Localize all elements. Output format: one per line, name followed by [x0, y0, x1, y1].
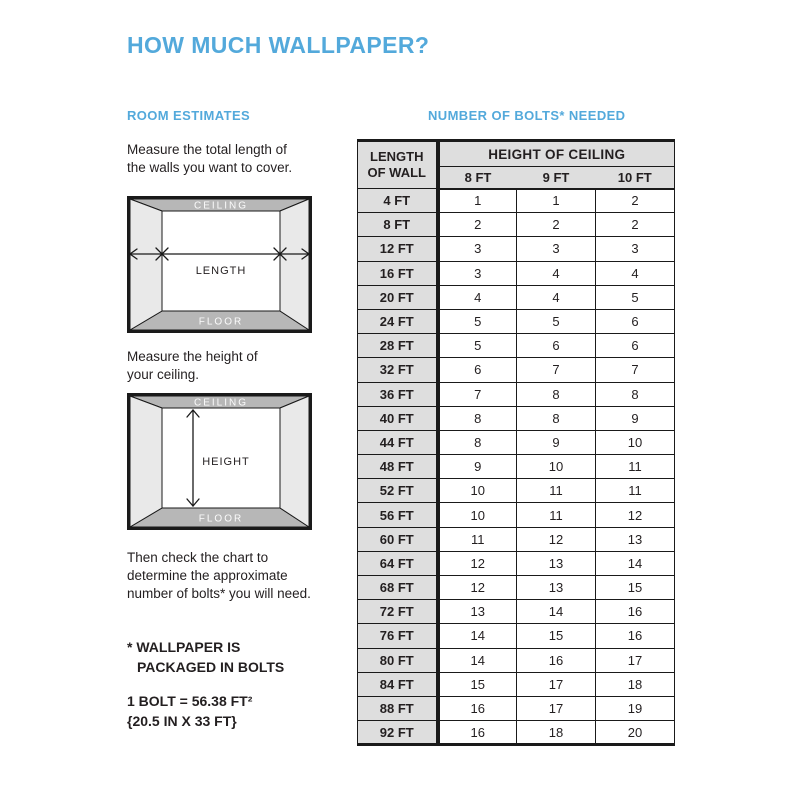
bolt-count-cell: 11 — [596, 479, 675, 503]
page-title: HOW MUCH WALLPAPER? — [127, 32, 430, 58]
table-row — [358, 261, 675, 285]
table-row — [358, 600, 675, 624]
wall-length-cell: 48 FT — [358, 455, 438, 479]
bolt-count-cell: 17 — [517, 696, 596, 720]
wall-length-cell: 12 FT — [358, 237, 438, 261]
bolt-count-cell: 2 — [438, 213, 517, 237]
bolt-count-cell: 4 — [596, 261, 675, 285]
column-header-10ft: 10 FT — [596, 167, 675, 189]
length-of-wall-header-line1: LENGTH — [370, 149, 424, 164]
bolt-count-cell: 8 — [596, 382, 675, 406]
bolt-size-line1: 1 BOLT = 56.38 FT² — [127, 693, 253, 709]
room-length-diagram — [127, 196, 312, 333]
table-row — [358, 527, 675, 551]
bolt-count-cell: 12 — [596, 503, 675, 527]
bolt-count-cell: 12 — [438, 551, 517, 575]
bolt-count-cell: 10 — [438, 503, 517, 527]
bolt-size-info — [127, 691, 252, 731]
step2-instructions — [127, 348, 258, 384]
bolt-count-cell: 8 — [438, 430, 517, 454]
bolt-count-cell: 15 — [438, 672, 517, 696]
table-row — [358, 189, 675, 213]
wall-length-cell: 76 FT — [358, 624, 438, 648]
table-row — [358, 358, 675, 382]
wall-length-cell: 88 FT — [358, 696, 438, 720]
bolt-count-cell: 9 — [596, 406, 675, 430]
table-row — [358, 430, 675, 454]
bolt-count-cell: 4 — [517, 261, 596, 285]
height-dimension-label: HEIGHT — [202, 456, 250, 468]
bolt-count-cell: 8 — [517, 406, 596, 430]
right-wall-surface — [280, 199, 309, 330]
wall-length-cell: 80 FT — [358, 648, 438, 672]
bolt-count-cell: 16 — [596, 600, 675, 624]
wall-length-cell: 68 FT — [358, 576, 438, 600]
ceiling-label: CEILING — [193, 200, 249, 212]
bolt-count-cell: 14 — [517, 600, 596, 624]
wall-length-cell: 60 FT — [358, 527, 438, 551]
bolt-count-cell: 19 — [596, 696, 675, 720]
left-wall-surface — [130, 199, 162, 330]
bolt-count-cell: 18 — [517, 721, 596, 745]
column-header-9ft: 9 FT — [517, 167, 596, 189]
bolt-count-cell: 8 — [517, 382, 596, 406]
table-row — [358, 624, 675, 648]
bolt-count-cell: 10 — [517, 455, 596, 479]
bolt-count-cell: 3 — [438, 237, 517, 261]
bolt-count-cell: 10 — [596, 430, 675, 454]
bolt-count-cell: 7 — [517, 358, 596, 382]
length-of-wall-header — [358, 141, 438, 189]
table-row — [358, 672, 675, 696]
wall-length-cell: 28 FT — [358, 334, 438, 358]
wall-length-cell: 84 FT — [358, 672, 438, 696]
bolt-count-cell: 13 — [438, 600, 517, 624]
room-height-diagram — [127, 393, 312, 530]
footnote-line2: PACKAGED IN BOLTS — [137, 659, 285, 675]
table-row — [358, 213, 675, 237]
bolt-count-cell: 3 — [438, 261, 517, 285]
height-of-ceiling-header: HEIGHT OF CEILING — [438, 141, 675, 167]
bolt-count-cell: 2 — [517, 213, 596, 237]
bolt-count-cell: 12 — [517, 527, 596, 551]
bolt-count-cell: 5 — [517, 309, 596, 333]
bolt-count-cell: 3 — [596, 237, 675, 261]
step1-line2: the walls you want to cover. — [127, 160, 293, 175]
wall-length-cell: 56 FT — [358, 503, 438, 527]
bolt-count-cell: 15 — [517, 624, 596, 648]
wall-length-cell: 32 FT — [358, 358, 438, 382]
bolt-count-cell: 13 — [517, 576, 596, 600]
wall-length-cell: 8 FT — [358, 213, 438, 237]
table-row — [358, 503, 675, 527]
bolt-count-cell: 6 — [596, 334, 675, 358]
floor-label: FLOOR — [198, 513, 244, 525]
length-of-wall-header-line2: OF WALL — [367, 165, 426, 180]
step3-instructions — [127, 549, 311, 603]
footnote-line1: * WALLPAPER IS — [127, 639, 241, 655]
table-row — [358, 551, 675, 575]
table-group-header-row — [358, 141, 675, 167]
bolt-count-cell: 14 — [438, 624, 517, 648]
right-wall-surface — [280, 396, 309, 527]
bolt-count-cell: 3 — [517, 237, 596, 261]
bolt-count-cell: 6 — [438, 358, 517, 382]
table-row — [358, 648, 675, 672]
bolt-count-cell: 15 — [596, 576, 675, 600]
bolt-count-cell: 7 — [596, 358, 675, 382]
floor-label: FLOOR — [198, 316, 244, 328]
bolt-count-cell: 10 — [438, 479, 517, 503]
bolt-count-cell: 11 — [596, 455, 675, 479]
step2-line1: Measure the height of — [127, 349, 258, 364]
bolt-count-cell: 9 — [517, 430, 596, 454]
step2-line2: your ceiling. — [127, 367, 200, 382]
bolt-count-cell: 16 — [517, 648, 596, 672]
bolt-count-cell: 16 — [596, 624, 675, 648]
bolt-count-cell: 1 — [517, 189, 596, 213]
wall-length-cell: 4 FT — [358, 189, 438, 213]
table-row — [358, 285, 675, 309]
step3-line3: number of bolts* you will need. — [127, 586, 311, 601]
bolt-count-cell: 17 — [596, 648, 675, 672]
table-row — [358, 696, 675, 720]
bolt-count-cell: 13 — [517, 551, 596, 575]
bolt-count-cell: 18 — [596, 672, 675, 696]
bolts-needed-heading: NUMBER OF BOLTS* NEEDED — [428, 108, 626, 123]
left-wall-surface — [130, 396, 162, 527]
wall-length-cell: 16 FT — [358, 261, 438, 285]
step3-line1: Then check the chart to — [127, 550, 269, 565]
bolt-count-cell: 1 — [438, 189, 517, 213]
wall-length-cell: 20 FT — [358, 285, 438, 309]
bolt-count-cell: 2 — [596, 189, 675, 213]
bolt-count-cell: 12 — [438, 576, 517, 600]
ceiling-label: CEILING — [193, 397, 249, 409]
bolt-size-line2: {20.5 IN X 33 FT} — [127, 713, 237, 729]
step1-instructions — [127, 141, 292, 177]
bolt-count-cell: 4 — [517, 285, 596, 309]
wall-length-cell: 52 FT — [358, 479, 438, 503]
wall-length-cell: 36 FT — [358, 382, 438, 406]
bolt-count-cell: 5 — [438, 309, 517, 333]
bolt-count-cell: 20 — [596, 721, 675, 745]
wall-length-cell: 92 FT — [358, 721, 438, 745]
table-row — [358, 237, 675, 261]
table-row — [358, 406, 675, 430]
room-estimates-heading: ROOM ESTIMATES — [127, 108, 251, 123]
bolt-count-cell: 6 — [596, 309, 675, 333]
bolt-count-cell: 8 — [438, 406, 517, 430]
bolt-count-cell: 14 — [438, 648, 517, 672]
bolt-count-cell: 17 — [517, 672, 596, 696]
bolt-count-cell: 2 — [596, 213, 675, 237]
bolts-table — [357, 139, 675, 746]
bolt-count-cell: 5 — [596, 285, 675, 309]
bolt-count-cell: 16 — [438, 696, 517, 720]
wall-length-cell: 40 FT — [358, 406, 438, 430]
column-header-8ft: 8 FT — [438, 167, 517, 189]
bolt-count-cell: 16 — [438, 721, 517, 745]
bolt-count-cell: 6 — [517, 334, 596, 358]
bolt-count-cell: 9 — [438, 455, 517, 479]
wallpaper-bolts-footnote — [127, 637, 284, 677]
bolt-count-cell: 14 — [596, 551, 675, 575]
bolt-count-cell: 11 — [517, 503, 596, 527]
wall-length-cell: 44 FT — [358, 430, 438, 454]
table-row — [358, 479, 675, 503]
back-wall-surface — [162, 211, 280, 311]
wall-length-cell: 64 FT — [358, 551, 438, 575]
length-dimension-label: LENGTH — [195, 265, 247, 277]
bolt-count-cell: 4 — [438, 285, 517, 309]
bolt-count-cell: 7 — [438, 382, 517, 406]
wall-length-cell: 24 FT — [358, 309, 438, 333]
table-row — [358, 721, 675, 745]
bolt-count-cell: 13 — [596, 527, 675, 551]
table-row — [358, 382, 675, 406]
table-row — [358, 576, 675, 600]
bolts-table-body — [358, 189, 675, 745]
bolt-count-cell: 5 — [438, 334, 517, 358]
table-row — [358, 309, 675, 333]
step3-line2: determine the approximate — [127, 568, 288, 583]
step1-line1: Measure the total length of — [127, 142, 287, 157]
bolt-count-cell: 11 — [517, 479, 596, 503]
table-row — [358, 455, 675, 479]
table-row — [358, 334, 675, 358]
bolt-count-cell: 11 — [438, 527, 517, 551]
wall-length-cell: 72 FT — [358, 600, 438, 624]
